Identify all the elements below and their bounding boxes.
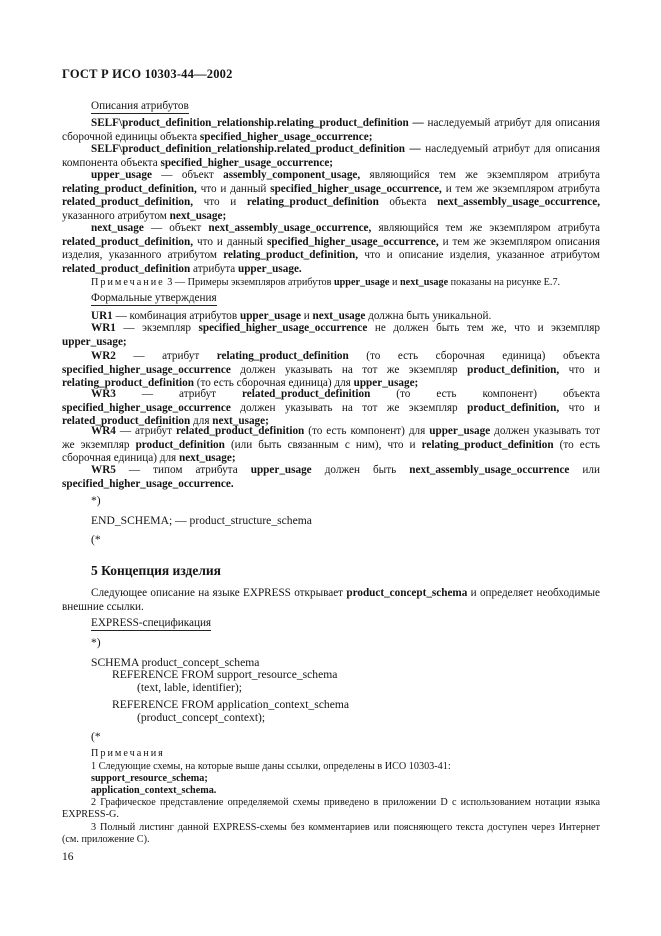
code-line: REFERENCE FROM application_context_schema <box>112 698 349 711</box>
code-line: (* <box>91 533 101 546</box>
note-2: 2 Графическое представление определяемой схемы приведено в приложении D с использованием нотации языка EXPRESS-G. <box>62 797 600 821</box>
attr-paragraph-related: SELF\product_definition_relationship.related_product_definition — наследуемый атрибут для описания компонента объекта specified_higher_usage_occurrence; <box>62 143 600 169</box>
note-1: 1 Следующие схемы, на которые выше даны ссылки, определены в ИСО 10303-41: <box>91 761 451 772</box>
code-line: (* <box>91 730 101 743</box>
attr-note-3: Примечание 3 — Примеры экземпляров атрибутов upper_usage и next_usage показаны на рисунке Е.7. <box>91 277 561 288</box>
section-intro: Следующее описание на языке EXPRESS открывает product_concept_schema и определяет необходимые внешние ссылки. <box>62 587 600 613</box>
attr-paragraph-next-usage: next_usage — объект next_assembly_usage_occurrence, являющийся тем же экземпляром атрибута related_product_definition, что и данный specified_higher_usage_occurrence, и тем же экземпляром описания изделия, указанного атрибутом relating_product_definition, что и описание изделия, указанное атрибутом related_product_definition атрибута upper_usage. <box>62 222 601 275</box>
code-line: *) <box>91 494 101 507</box>
document-header: ГОСТ Р ИСО 10303-44—2002 <box>62 67 233 81</box>
note-3: 3 Полный листинг данной EXPRESS-схемы без комментариев или поясняющего текста доступен через Интернет (см. приложение С). <box>62 822 600 846</box>
note-1-schema: support_resource_schema; <box>91 773 208 784</box>
attr-paragraph-relating: SELF\product_definition_relationship.relating_product_definition — наследуемый атрибут для описания сборочной единицы объекта specified_higher_usage_occurrence; <box>62 117 600 143</box>
code-line: *) <box>91 636 101 649</box>
notes-label: Примечания <box>91 748 165 759</box>
code-line: SCHEMA product_concept_schema <box>91 656 260 669</box>
rule-wr5: WR5 — типом атрибута upper_usage должен быть next_assembly_usage_occurrence или specified_higher_usage_occurrence. <box>62 464 600 490</box>
note-1-schema: application_context_schema. <box>91 785 217 796</box>
attr-desc-heading: Описания атрибутов <box>91 100 189 112</box>
rule-ur1: UR1 — комбинация атрибутов upper_usage и next_usage должна быть уникальной. <box>91 310 492 322</box>
formal-heading: Формальные утверждения <box>91 292 217 304</box>
rule-wr4: WR4 — атрибут related_product_definition (то есть компонент) для upper_usage должен указывать тот же экземпляр product_definition (или быть связанным с ним), что и relating_product_definition (то есть сборочная единица) для next_usage; <box>62 425 600 465</box>
express-spec-heading: EXPRESS-спецификация <box>91 617 212 629</box>
page-number: 16 <box>62 851 74 863</box>
code-line: REFERENCE FROM support_resource_schema <box>112 668 338 681</box>
rule-wr2: WR2 — атрибут relating_product_definition (то есть сборочная единица) объекта specified_higher_usage_occurrence должен указывать на тот же экземпляр product_definition, что и relating_product_definition (то есть сборочная единица) для upper_usage; <box>62 350 600 390</box>
code-line: END_SCHEMA; — product_structure_schema <box>91 514 312 527</box>
code-line: (product_concept_context); <box>137 711 266 724</box>
attr-paragraph-upper-usage: upper_usage — объект assembly_component_usage, являющийся тем же экземпляром атрибута relating_product_definition, что и данный specified_higher_usage_occurrence, и тем же экземпляром атрибута related_product_definition, что и relating_product_definition объекта next_assembly_usage_occurrence, указанного атрибутом next_usage; <box>62 169 600 222</box>
rule-wr1: WR1 — экземпляр specified_higher_usage_occurrence не должен быть тем же, что и экземпляр upper_usage; <box>62 322 600 348</box>
section-heading: 5 Концепция изделия <box>91 563 221 578</box>
code-line: (text, lable, identifier); <box>137 681 242 694</box>
rule-wr3: WR3 — атрибут related_product_definition (то есть компонент) объекта specified_higher_usage_occurrence должен указывать на тот же экземпляр product_definition, что и related_product_definition для next_usage; <box>62 388 600 428</box>
